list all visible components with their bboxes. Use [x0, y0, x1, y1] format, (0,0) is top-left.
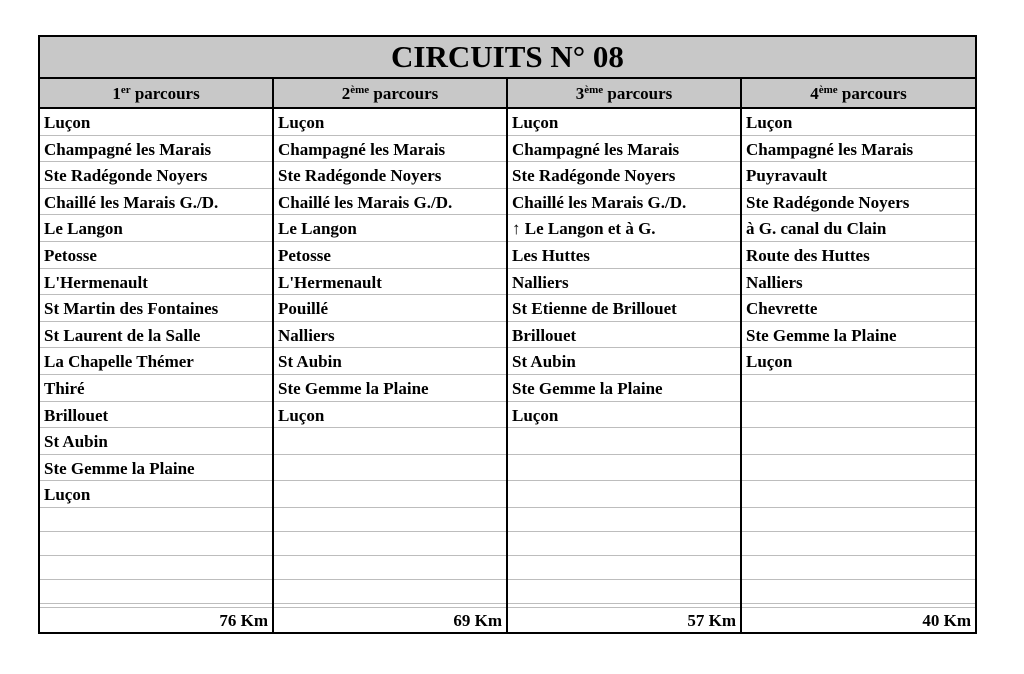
stop-row: [508, 508, 740, 532]
column-ordinal-suffix: ème: [584, 84, 604, 96]
column-total-distance: 69 Km: [274, 607, 506, 632]
stop-row: Petosse: [40, 242, 272, 269]
stop-row: [274, 428, 506, 455]
column-4: [742, 79, 975, 632]
stop-row: Champagné les Marais: [274, 136, 506, 163]
stop-row: Brillouet: [508, 322, 740, 349]
column-label: parcours: [134, 84, 200, 103]
stop-row: [742, 580, 975, 604]
stop-row: [742, 532, 975, 556]
column-header: [40, 79, 272, 109]
stop-row: Petosse: [274, 242, 506, 269]
stop-row: Luçon: [274, 109, 506, 136]
column-label: parcours: [841, 84, 907, 103]
stop-row: Nalliers: [508, 269, 740, 296]
stop-row: [742, 402, 975, 429]
stop-row: à G. canal du Clain: [742, 215, 975, 242]
stop-row: Ste Gemme la Plaine: [508, 375, 740, 402]
stop-row: Puyravault: [742, 162, 975, 189]
stop-row: Pouillé: [274, 295, 506, 322]
stop-row: [508, 481, 740, 508]
stop-row: Les Huttes: [508, 242, 740, 269]
stop-row: [508, 455, 740, 482]
stop-row: Ste Gemme la Plaine: [274, 375, 506, 402]
column-number: 1: [112, 84, 121, 103]
stop-list: [274, 109, 506, 604]
stop-row: Thiré: [40, 375, 272, 402]
column-ordinal-suffix: ème: [818, 84, 838, 96]
stop-row: [508, 580, 740, 604]
stop-row: Chevrette: [742, 295, 975, 322]
stop-row: [508, 556, 740, 580]
columns-grid: [40, 79, 975, 632]
stop-row: St Aubin: [40, 428, 272, 455]
column-header: [508, 79, 740, 109]
column-label: parcours: [607, 84, 673, 103]
circuits-table: [38, 35, 977, 634]
column-total-distance: 57 Km: [508, 607, 740, 632]
stop-row: [742, 556, 975, 580]
stop-row: [40, 556, 272, 580]
column-number: 4: [810, 84, 819, 103]
stop-row: Luçon: [274, 402, 506, 429]
column-header: [742, 79, 975, 109]
stop-row: St Aubin: [508, 348, 740, 375]
table-title: CIRCUITS N° 08: [40, 37, 975, 79]
stop-row: [40, 580, 272, 604]
stop-row: Champagné les Marais: [40, 136, 272, 163]
stop-row: [40, 508, 272, 532]
stop-row: Champagné les Marais: [508, 136, 740, 163]
stop-row: Luçon: [40, 109, 272, 136]
stop-row: St Martin des Fontaines: [40, 295, 272, 322]
stop-row: Ste Radégonde Noyers: [742, 189, 975, 216]
stop-row: Luçon: [742, 348, 975, 375]
stop-row: Luçon: [508, 402, 740, 429]
stop-row: [274, 532, 506, 556]
stop-row: [274, 481, 506, 508]
stop-list: [742, 109, 975, 604]
stop-row: Brillouet: [40, 402, 272, 429]
column-2: [274, 79, 508, 632]
stop-row: Ste Radégonde Noyers: [508, 162, 740, 189]
stop-row: Route des Huttes: [742, 242, 975, 269]
column-label: parcours: [373, 84, 439, 103]
stop-row: St Aubin: [274, 348, 506, 375]
column-3: [508, 79, 742, 632]
stop-row: [742, 428, 975, 455]
stop-row: L'Hermenault: [40, 269, 272, 296]
stop-row: Chaillé les Marais G./D.: [274, 189, 506, 216]
stop-row: Ste Gemme la Plaine: [742, 322, 975, 349]
stop-row: [274, 556, 506, 580]
column-total-distance: 76 Km: [40, 607, 272, 632]
stop-row: [742, 455, 975, 482]
stop-row: Ste Gemme la Plaine: [40, 455, 272, 482]
stop-row: Ste Radégonde Noyers: [274, 162, 506, 189]
stop-row: [40, 532, 272, 556]
stop-row: Champagné les Marais: [742, 136, 975, 163]
column-ordinal-suffix: ème: [350, 84, 370, 96]
stop-row: [274, 508, 506, 532]
stop-row: Luçon: [508, 109, 740, 136]
stop-row: Chaillé les Marais G./D.: [40, 189, 272, 216]
stop-row: [742, 508, 975, 532]
stop-row: [742, 481, 975, 508]
stop-row: ↑ Le Langon et à G.: [508, 215, 740, 242]
stop-row: [742, 375, 975, 402]
column-ordinal-suffix: er: [120, 84, 131, 96]
column-number: 3: [575, 84, 585, 103]
stop-row: Le Langon: [40, 215, 272, 242]
column-header: [274, 79, 506, 109]
column-total-distance: 40 Km: [742, 607, 975, 632]
column-number: 2: [341, 84, 351, 103]
column-1: [40, 79, 274, 632]
stop-list: [508, 109, 740, 604]
stop-row: Nalliers: [274, 322, 506, 349]
stop-row: St Etienne de Brillouet: [508, 295, 740, 322]
stop-row: [274, 580, 506, 604]
stop-row: Luçon: [742, 109, 975, 136]
stop-row: [274, 455, 506, 482]
stop-row: Ste Radégonde Noyers: [40, 162, 272, 189]
stop-row: Luçon: [40, 481, 272, 508]
stop-row: L'Hermenault: [274, 269, 506, 296]
stop-row: La Chapelle Thémer: [40, 348, 272, 375]
stop-list: [40, 109, 272, 604]
stop-row: Le Langon: [274, 215, 506, 242]
stop-row: Nalliers: [742, 269, 975, 296]
stop-row: [508, 532, 740, 556]
stop-row: [508, 428, 740, 455]
stop-row: St Laurent de la Salle: [40, 322, 272, 349]
stop-row: Chaillé les Marais G./D.: [508, 189, 740, 216]
